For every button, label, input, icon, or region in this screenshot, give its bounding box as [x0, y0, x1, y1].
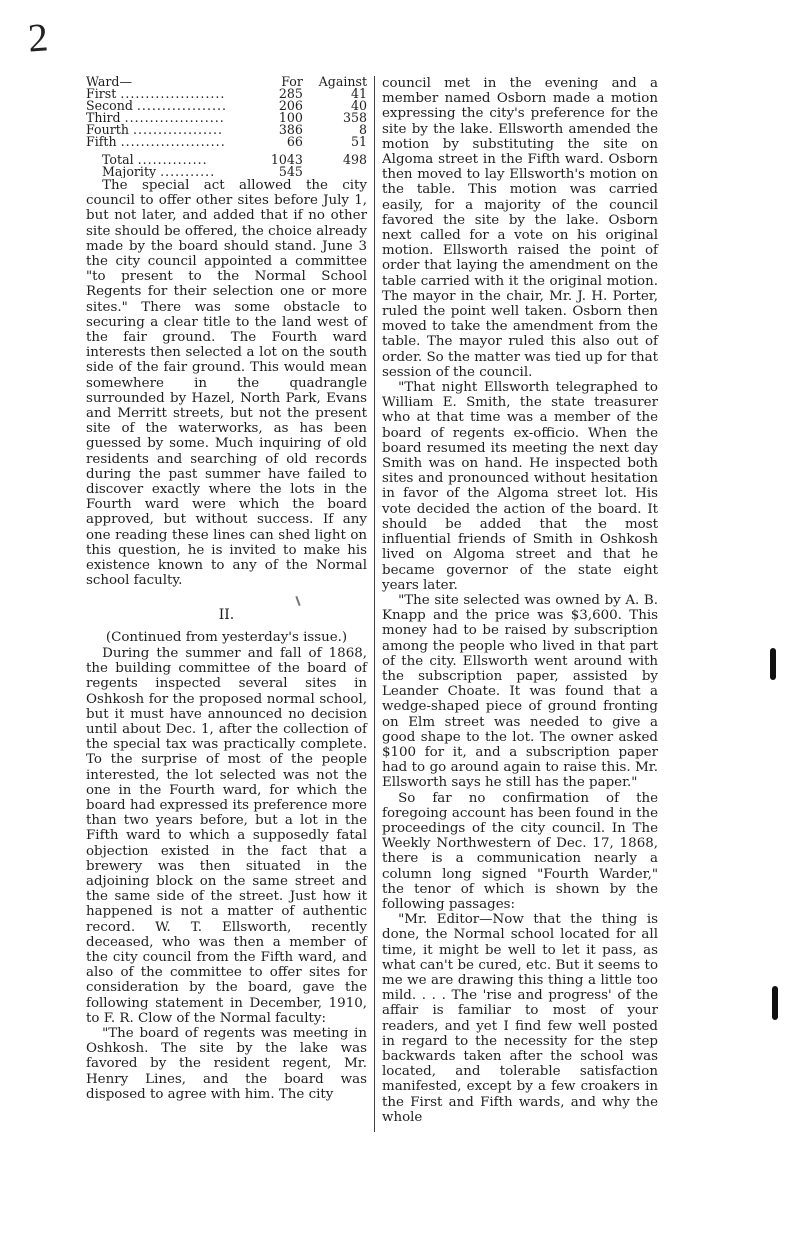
against-value: 51: [350, 134, 367, 149]
ward-name: Second: [86, 100, 133, 112]
vote-table-header: [86, 76, 367, 88]
total-against: 498: [342, 152, 367, 167]
for-value: 386: [278, 122, 303, 137]
paragraph: council met in the evening and a member named Osborn made a motion expressing the city's preference for the site by the lake. Ellsworth amended the motion by substituting the site on Algoma street in the Fifth ward. Osborn then moved to lay Ellsworth's motion on the table. This motion was carried easily, for a majority of the council favored the site by the lake. Osborn next called for a vote on his original motion. Ellsworth raised the point of order that laying the amendment on the table carried with it the original motion. The mayor in the chair, Mr. J. H. Porter, ruled the point well taken. Osborn then moved to take the amendment from the table. The mayor ruled this also out of order. So the matter was tied up for that session of the council.: [382, 76, 658, 380]
table-row: [86, 112, 367, 124]
against-value: 358: [342, 110, 367, 125]
majority-row: [86, 166, 367, 178]
continued-note: (Continued from yesterday's issue.): [105, 629, 348, 645]
against-value: 41: [350, 86, 367, 101]
leader-dots: ..............: [137, 152, 208, 166]
leader-dots: .....................: [120, 88, 226, 100]
leader-dots: ....................: [124, 112, 225, 124]
paragraph: The special act allowed the city council to offer other sites before July 1, but not later, and added that if no other site should be offered, the choice already made by the board should stand. June 3 the city council appointed a committee "to present to the Normal School Regents for their selection one or more sites." There was some obstacle to securing a clear title to the land west of the fair ground. The Fourth ward interests then selected a lot on the south side of the fair ground. This would mean somewhere in the quadrangle surrounded by Hazel, North Park, Evans and Merritt streets, but not the present site of the waterworks, as has been guessed by some. Much inquiring of old residents and searching of old records during the past summer have failed to discover exactly where the lots in the Fourth ward were which the board approved, but without success. If any one reading these lines can shed light on this question, he is invited to make his existence known to any of the Normal school faculty.: [86, 178, 367, 589]
table-row: [86, 124, 367, 136]
header-ward: Ward—: [86, 76, 133, 88]
table-row: [86, 100, 367, 112]
ward-name: Third: [86, 112, 121, 124]
against-value: 8: [358, 122, 367, 137]
ward-name: Fourth: [86, 124, 129, 136]
paragraph: During the summer and fall of 1868, the building committee of the board of regents inspected several sites in Oshkosh for the proposed normal school, but it must have announced no decision until about Dec. 1, after the collection of the special tax was practically complete. To the surprise of most of the people interested, the lot selected was not the one in the Fourth ward, for which the board had expressed its preference more than two years before, but a lot in the Fifth ward to which a supposedly fatal objection existed in the fact that a brewery was then situated in the adjoining block on the same street and the same side of the street. Just how it happened is not a matter of authentic record. W. T. Ellsworth, recently deceased, who was then a member of the city council from the Fifth ward, and also of the committee to offer sites for consideration by the board, gave the following statement in December, 1910, to F. R. Clow of the Normal faculty:: [86, 645, 367, 1026]
margin-mark: [770, 648, 776, 680]
for-value: 206: [278, 98, 303, 113]
total-label: Total: [102, 152, 134, 166]
for-value: 100: [278, 110, 303, 125]
for-value: 285: [278, 86, 303, 101]
right-column: [378, 76, 658, 1125]
for-value: 66: [286, 134, 303, 149]
paragraph: "The board of regents was meeting in Oshkosh. The site by the lake was favored by the resident regent, Mr. Henry Lines, and the board was disposed to agree with him. The city: [86, 1025, 367, 1102]
leader-dots: .....................: [120, 136, 226, 148]
against-value: 40: [350, 98, 367, 113]
majority-label: Majority: [102, 166, 157, 178]
paragraph: So far no confirmation of the foregoing account has been found in the proceedings of the city council. In The Weekly Northwestern of Dec. 17, 1868, there is a communication nearly a column long signed "Fourth Warder," the tenor of which is shown by the following passages:: [382, 790, 658, 912]
ward-name: Fifth: [86, 136, 117, 148]
section-number: II.: [218, 607, 235, 624]
paragraph: "Mr. Editor—Now that the thing is done, the Normal school located for all time, it might be well to let it pass, as what can't be cured, etc. But it seems to me we are drawing this thing a little too mild. . . . The 'rise and progress' of the affair is familiar to most of your readers, and yet I find few well posted in regard to the necessity for the step backwards taken after the school was located, and tolerable satisfaction manifested, except by a few croakers in the First and Fifth wards, and why the whole: [382, 912, 658, 1125]
total-row: [86, 148, 367, 166]
paragraph: "The site selected was owned by A. B. Knapp and the price was $3,600. This money had to be raised by subscription among the people who lived in that part of the city. Ellsworth went around with the subscription paper, assisted by Leander Choate. It was found that a wedge-shaped piece of ground fronting on Elm street was needed to give a good shape to the lot. The owner asked $100 for it, and a subscription paper had to go around again to raise this. Mr. Ellsworth says he still has the paper.": [382, 592, 658, 791]
page-number: 2: [26, 14, 50, 61]
margin-mark: [772, 986, 778, 1020]
table-row: [86, 88, 367, 100]
column-rule: [374, 76, 375, 1132]
leader-dots: ..................: [136, 100, 227, 112]
vote-table: [86, 76, 367, 178]
majority-value: 545: [278, 164, 303, 179]
leader-dots: ..................: [132, 124, 224, 136]
ward-name: First: [86, 88, 117, 100]
left-column: [86, 76, 371, 1102]
header-for: For: [281, 74, 303, 89]
header-against: Against: [318, 74, 367, 89]
leader-dots: ...........: [160, 166, 216, 178]
total-for: 1043: [270, 152, 303, 167]
table-row: [86, 136, 367, 148]
paragraph: "That night Ellsworth telegraphed to William E. Smith, the state treasurer who at that time was a member of the board of regents ex-officio. When the board resumed its meeting the next day Smith was on hand. He inspected both sites and pronounced without hesitation in favor of the Algoma street lot. His vote decided the action of the board. It should be added that the most influential friends of Smith in Oshkosh lived on Algoma street and that he became governor of the state eight years later.: [382, 380, 658, 593]
